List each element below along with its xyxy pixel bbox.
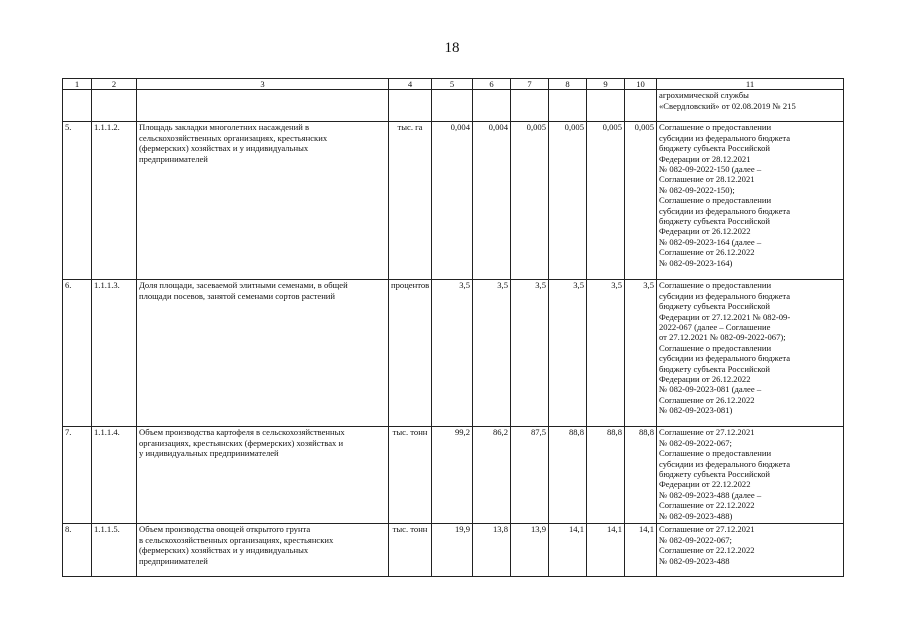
value-cell: 99,2 xyxy=(432,427,473,524)
page-number: 18 xyxy=(444,40,460,56)
header-cell: 2 xyxy=(92,79,137,90)
header-cell: 5 xyxy=(432,79,473,90)
header-cell: 3 xyxy=(137,79,389,90)
name-line: в сельскохозяйственных организациях, крестьянских xyxy=(139,534,334,545)
source-line: бюджету субъекта Российской xyxy=(659,363,770,374)
name-line: Доля площади, засеваемой элитными семенами, в общей xyxy=(139,280,348,291)
header-cell: 6 xyxy=(473,79,511,90)
row-code: 1.1.1.4. xyxy=(92,427,137,524)
source-line: Соглашение о предоставлении xyxy=(659,195,772,206)
source-line: № 082-09-2023-488 (далее – xyxy=(659,489,762,500)
name-line: Объем производства картофеля в сельскохозяйственных xyxy=(139,427,345,438)
source-line: бюджету субъекта Российской xyxy=(659,301,770,312)
source-line: субсидии из федерального бюджета xyxy=(659,132,791,143)
unit: тыс. га xyxy=(389,122,432,280)
value-cell: 13,9 xyxy=(511,524,549,577)
header-cell: 1 xyxy=(63,79,92,90)
source-line: № 082-09-2023-164 (далее – xyxy=(659,236,762,247)
value-cell: 86,2 xyxy=(473,427,511,524)
value-cell: 3,5 xyxy=(587,280,625,427)
source-line: № 082-09-2023-081) xyxy=(659,405,733,416)
header-cell: 9 xyxy=(587,79,625,90)
continuation-row xyxy=(63,90,844,122)
value-cell: 0,005 xyxy=(549,122,587,280)
source-line: Федерации от 26.12.2022 xyxy=(659,226,751,237)
value-cell: 0,004 xyxy=(473,122,511,280)
source-line: № 082-09-2022-067; xyxy=(659,437,732,448)
value-cell: 13,8 xyxy=(473,524,511,577)
value-cell: 0,005 xyxy=(587,122,625,280)
indicator-name xyxy=(137,427,389,524)
source-line: Соглашение от 22.12.2022 xyxy=(659,545,755,556)
source-line: бюджету субъекта Российской xyxy=(659,216,770,227)
table-header-row xyxy=(63,79,844,90)
source-line: Соглашение от 27.12.2021 xyxy=(659,524,755,535)
row-code: 1.1.1.5. xyxy=(92,524,137,577)
value-cell: 0,004 xyxy=(432,122,473,280)
value-cell: 3,5 xyxy=(511,280,549,427)
value-cell: 3,5 xyxy=(473,280,511,427)
unit: тыс. тонн xyxy=(389,524,432,577)
name-line: организациях, крестьянских (фермерских) хозяйствах и xyxy=(139,437,344,448)
indicator-name xyxy=(137,280,389,427)
source-line: Соглашение от 26.12.2022 xyxy=(659,247,755,258)
value-cell: 14,1 xyxy=(549,524,587,577)
source-cell xyxy=(657,122,844,280)
row-code: 1.1.1.2. xyxy=(92,122,137,280)
value-cell: 88,8 xyxy=(625,427,657,524)
source-line: № 082-09-2023-488) xyxy=(659,510,733,521)
name-line: предпринимателей xyxy=(139,555,208,566)
table-row xyxy=(63,427,844,524)
table-row xyxy=(63,122,844,280)
name-line: площади посевов, занятой семенами сортов растений xyxy=(139,290,335,301)
header-cell: 8 xyxy=(549,79,587,90)
source-line: № 082-09-2023-488 xyxy=(659,555,730,566)
source-cell xyxy=(657,524,844,577)
value-cell: 3,5 xyxy=(549,280,587,427)
indicator-name xyxy=(137,524,389,577)
source-line: субсидии из федерального бюджета xyxy=(659,290,791,301)
source-line: субсидии из федерального бюджета xyxy=(659,205,791,216)
source-line: Соглашение от 28.12.2021 xyxy=(659,174,755,185)
value-cell: 3,5 xyxy=(432,280,473,427)
row-number: 7. xyxy=(63,427,92,524)
source-line: Соглашение о предоставлении xyxy=(659,342,772,353)
value-cell: 3,5 xyxy=(625,280,657,427)
source-line: Федерации от 27.12.2021 № 082-09- xyxy=(659,311,791,322)
source-line: Федерации от 28.12.2021 xyxy=(659,153,751,164)
source-line: Федерации от 22.12.2022 xyxy=(659,479,751,490)
value-cell: 87,5 xyxy=(511,427,549,524)
source-line: Соглашение от 26.12.2022 xyxy=(659,394,755,405)
value-cell: 0,005 xyxy=(511,122,549,280)
name-line: Объем производства овощей открытого грунта xyxy=(139,524,311,535)
source-line: от 27.12.2021 № 082-09-2022-067); xyxy=(659,332,786,343)
table-row xyxy=(63,280,844,427)
header-cell: 4 xyxy=(389,79,432,90)
source-line: Соглашение от 22.12.2022 xyxy=(659,500,755,511)
source-line: Соглашение о предоставлении xyxy=(659,280,772,291)
row-number: 6. xyxy=(63,280,92,427)
source-cell xyxy=(657,280,844,427)
source-line: Соглашение о предоставлении xyxy=(659,448,772,459)
row-number: 8. xyxy=(63,524,92,577)
value-cell: 0,005 xyxy=(625,122,657,280)
value-cell: 19,9 xyxy=(432,524,473,577)
source-line: агрохимической службы xyxy=(659,90,749,101)
name-line: предпринимателей xyxy=(139,153,208,164)
source-line: «Свердловский» от 02.08.2019 № 215 xyxy=(659,100,796,111)
row-number: 5. xyxy=(63,122,92,280)
indicator-name xyxy=(137,122,389,280)
continuation-source-cell xyxy=(657,90,844,122)
name-line: (фермерских) хозяйствах и у индивидуальных xyxy=(139,545,309,556)
source-line: № 082-09-2023-164) xyxy=(659,257,733,268)
name-line: Площадь закладки многолетних насаждений в xyxy=(139,122,310,133)
source-line: № 082-09-2022-150); xyxy=(659,184,735,195)
source-line: № 082-09-2023-081 (далее – xyxy=(659,384,762,395)
row-code: 1.1.1.3. xyxy=(92,280,137,427)
value-cell: 14,1 xyxy=(625,524,657,577)
value-cell: 88,8 xyxy=(549,427,587,524)
source-line: Соглашение о предоставлении xyxy=(659,122,772,133)
indicators-table xyxy=(62,78,844,577)
name-line: (фермерских) хозяйствах и у индивидуальных xyxy=(139,143,309,154)
header-cell: 10 xyxy=(625,79,657,90)
table-row xyxy=(63,524,844,577)
source-line: Соглашение от 27.12.2021 xyxy=(659,427,755,438)
unit: тыс. тонн xyxy=(389,427,432,524)
value-cell: 88,8 xyxy=(587,427,625,524)
value-cell: 14,1 xyxy=(587,524,625,577)
header-cell: 11 xyxy=(657,79,844,90)
source-line: 2022-067 (далее – Соглашение xyxy=(659,322,771,333)
source-line: бюджету субъекта Российской xyxy=(659,469,770,480)
header-cell: 7 xyxy=(511,79,549,90)
source-line: субсидии из федерального бюджета xyxy=(659,353,791,364)
source-line: бюджету субъекта Российской xyxy=(659,143,770,154)
source-cell xyxy=(657,427,844,524)
unit: процентов xyxy=(389,280,432,427)
name-line: у индивидуальных предпринимателей xyxy=(139,448,279,459)
source-line: № 082-09-2022-150 (далее – xyxy=(659,164,762,175)
name-line: сельскохозяйственных организациях, крестьянских xyxy=(139,132,328,143)
source-line: субсидии из федерального бюджета xyxy=(659,458,791,469)
source-line: № 082-09-2022-067; xyxy=(659,534,732,545)
source-line: Федерации от 26.12.2022 xyxy=(659,374,751,385)
